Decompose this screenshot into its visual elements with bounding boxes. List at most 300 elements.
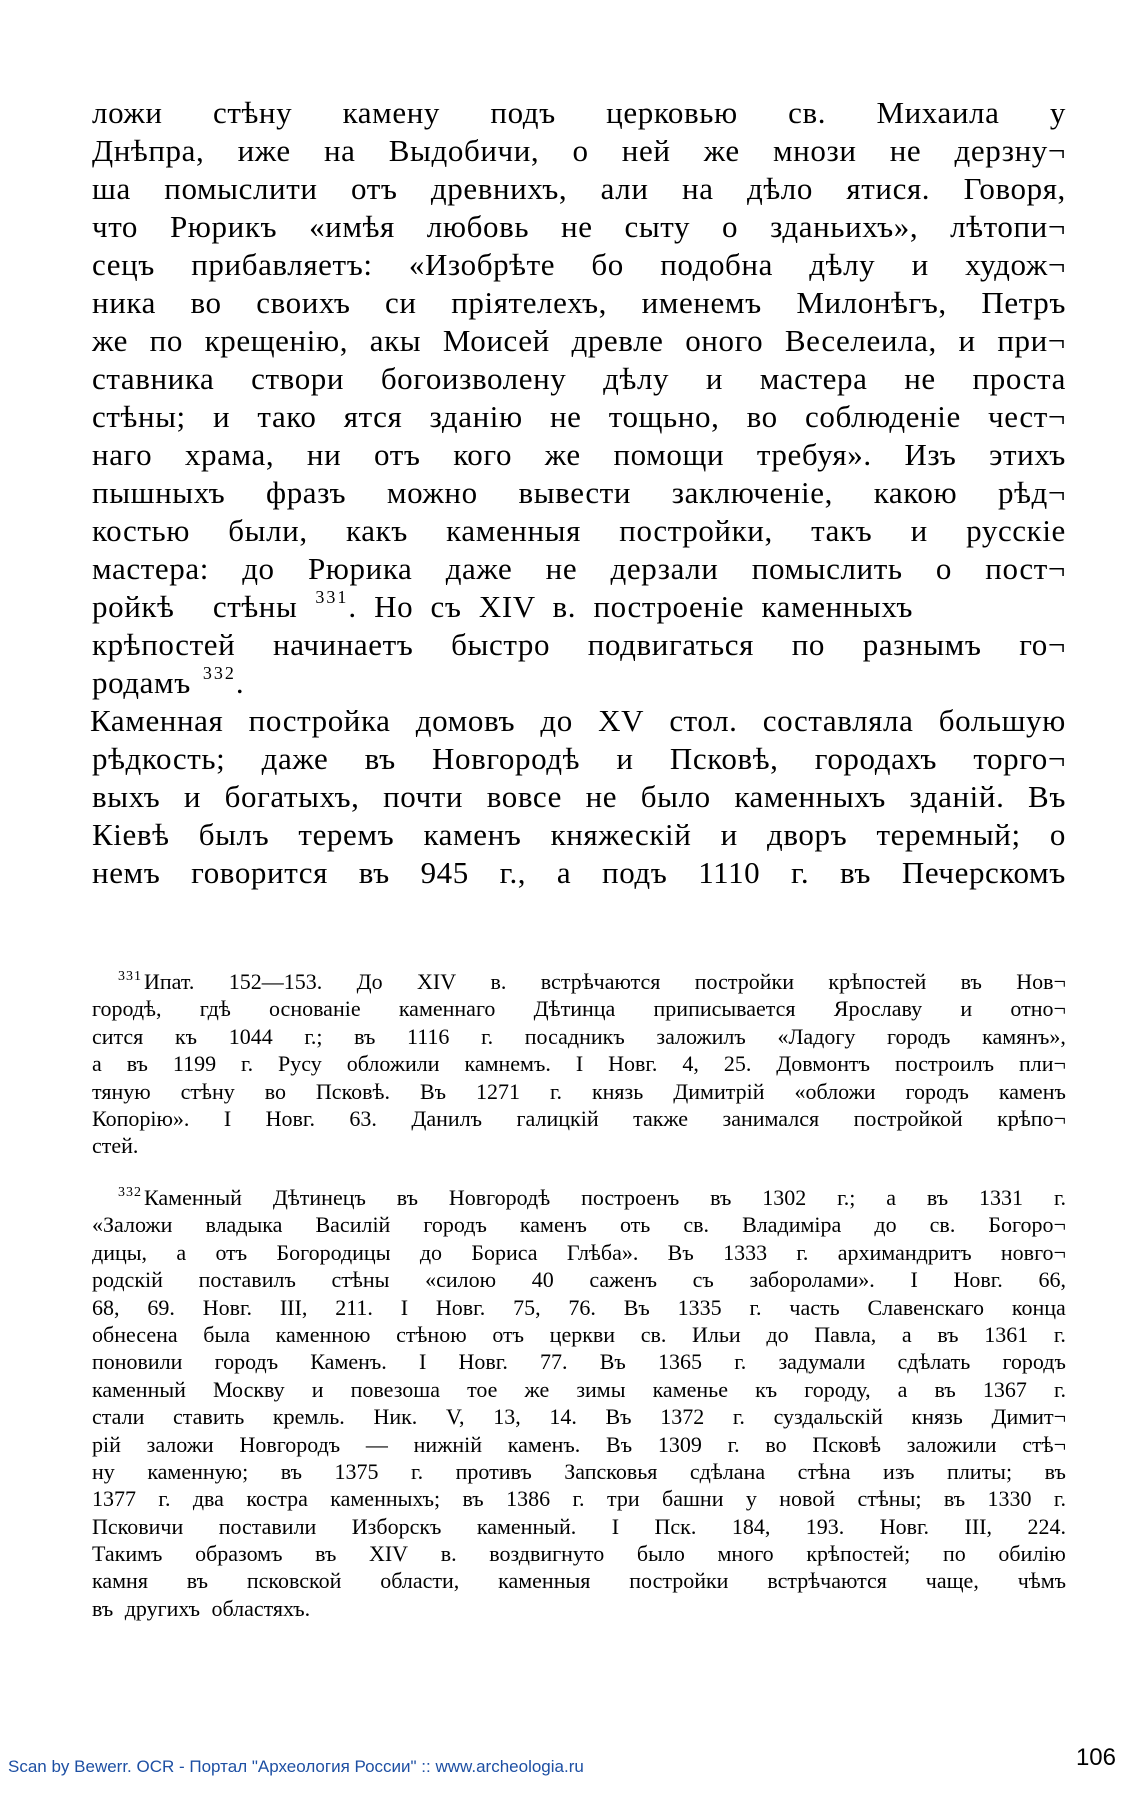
word: г. (791, 855, 810, 890)
word: Рюрика (307, 551, 413, 586)
text-line (92, 436, 1066, 474)
word: оного (685, 323, 764, 358)
word: крещенію, (204, 323, 349, 358)
word: храма, (184, 437, 275, 472)
word: этихъ (989, 437, 1066, 472)
word: любовь (426, 209, 530, 244)
footnote-text (144, 968, 1066, 995)
text-line (92, 284, 1066, 322)
word: въ (462, 1486, 484, 1512)
word: 1309 (657, 1431, 702, 1457)
word: къ (755, 1376, 778, 1402)
word: г.; (304, 1023, 323, 1049)
word: владыка (205, 1212, 283, 1238)
word: ней (621, 133, 671, 168)
word: 211. (335, 1294, 373, 1320)
word: крѣпо¬ (997, 1105, 1066, 1131)
footnote-line (92, 1132, 1066, 1159)
word: в. (490, 969, 507, 994)
word: городъ (214, 1349, 279, 1375)
word: 224. (1027, 1513, 1066, 1539)
footnote-line (92, 1184, 1066, 1211)
word: сится (92, 1023, 144, 1049)
word: до (419, 1239, 443, 1265)
word: Псковѣ (812, 1431, 881, 1457)
word: древнихъ, (430, 171, 568, 206)
word: 40 (531, 1267, 554, 1293)
word: Петръ (981, 285, 1066, 320)
text-fragment: . Но съ XIV в. построеніе каменныхъ (348, 589, 913, 624)
word: чест¬ (988, 399, 1066, 434)
footnote-text (144, 1184, 1066, 1211)
word: можно (386, 475, 478, 510)
word: стали (92, 1404, 145, 1430)
word: же (544, 437, 581, 472)
word: I (910, 1267, 918, 1293)
word: г. (734, 1349, 747, 1375)
word: въ (364, 741, 396, 776)
word: башни (662, 1486, 724, 1512)
word: на (682, 171, 714, 206)
word: быстро (451, 627, 551, 662)
word: Выдобичи, (388, 133, 540, 168)
word: заборолами». (749, 1267, 875, 1293)
word: Богородицы (276, 1239, 391, 1265)
word: дерзну¬ (954, 133, 1066, 168)
word: о (935, 551, 952, 586)
word: городъ (887, 1023, 951, 1049)
word: Новг. (953, 1267, 1003, 1293)
word: зданій. (909, 779, 1005, 814)
word: и (910, 513, 928, 548)
word: дворъ (767, 817, 848, 852)
text-line (92, 474, 1066, 512)
word: разнымъ (862, 627, 982, 662)
word: вовсе (486, 779, 562, 814)
word: фразъ (266, 475, 347, 510)
word: чѣмъ (1017, 1568, 1066, 1594)
word: 25. (723, 1051, 752, 1077)
word: Ипат. (144, 969, 195, 994)
word: Каменная (90, 703, 224, 738)
word: «Ладогу (777, 1023, 856, 1049)
scan-credit-link[interactable]: Scan by Bewerr. OCR - Портал "Археология России" :: www.archeologia.ru (8, 1757, 584, 1776)
word: крѣпостей (828, 969, 927, 994)
word: часть (789, 1294, 840, 1320)
word: I (223, 1105, 232, 1131)
word: г. (241, 1051, 254, 1077)
word: III, (279, 1294, 308, 1320)
word: Михаила (876, 95, 1000, 130)
word: стол. (669, 703, 738, 738)
word: Глѣба». (566, 1239, 639, 1265)
word: прибавляетъ: (191, 247, 373, 282)
word: какою (873, 475, 958, 510)
word: кого (453, 437, 513, 472)
word: г. (1053, 1321, 1066, 1347)
word: въ (126, 1051, 148, 1077)
word: постройкой (853, 1105, 963, 1131)
word: Милонѣгъ, (796, 285, 947, 320)
word: постройки (694, 969, 794, 994)
word: большую (938, 703, 1066, 738)
word: галицкій (516, 1105, 599, 1131)
word: подъ (602, 855, 668, 890)
word: городъ (423, 1212, 487, 1238)
word: основаніе (269, 996, 361, 1022)
word: въ (926, 1185, 949, 1210)
word: кремль. (272, 1404, 345, 1430)
word: Дѣтинецъ (272, 1185, 366, 1210)
word: Новг. (879, 1513, 930, 1539)
word: задумали (778, 1349, 866, 1375)
word: говорится (191, 855, 328, 890)
word: Ник. (373, 1404, 418, 1430)
word: плиты; (947, 1458, 1013, 1484)
word: городѣ, (92, 996, 162, 1022)
word: створи (251, 361, 345, 396)
word: каменнаго (398, 996, 496, 1022)
word: Въ (599, 1349, 626, 1375)
word: каменныя (446, 513, 581, 548)
word: г. (411, 1458, 424, 1484)
word: Новг. (608, 1051, 658, 1077)
word: такъ (811, 513, 873, 548)
word: Кіевѣ (92, 817, 170, 852)
word: худож¬ (965, 247, 1066, 282)
word: въ (396, 1185, 418, 1210)
word: «имѣя (309, 209, 395, 244)
word: 1386 (506, 1486, 551, 1512)
word: на (323, 133, 356, 168)
word: ставить (173, 1404, 245, 1430)
word: и (616, 741, 634, 776)
word: тощьно, (608, 399, 720, 434)
word: дѣло (746, 171, 813, 206)
footnote-line (92, 1376, 1066, 1403)
word: съ (692, 1267, 714, 1293)
word: Псковичи (92, 1513, 184, 1539)
word: Димит¬ (991, 1404, 1066, 1430)
word: XIV (417, 969, 457, 994)
word: и (960, 996, 973, 1022)
word: стѣ¬ (1022, 1431, 1066, 1457)
word: V, (445, 1404, 465, 1430)
footnote-ref-332[interactable]: 332 (202, 663, 236, 683)
word: три (606, 1486, 640, 1512)
word: си (385, 285, 417, 320)
text-line (92, 740, 1066, 778)
word: зданьихъ», (770, 209, 919, 244)
word: во (190, 285, 222, 320)
word: г. (1053, 1376, 1066, 1402)
word: каменною (275, 1321, 371, 1347)
word: отно¬ (1010, 996, 1066, 1022)
word: III, (964, 1513, 992, 1539)
word: Копорію». (92, 1105, 190, 1131)
word: посадникъ (524, 1023, 625, 1049)
word: крѣпостей; (806, 1541, 911, 1567)
word: Изборскъ (351, 1513, 442, 1539)
footnote-line (92, 1348, 1066, 1375)
word: I (400, 1294, 409, 1320)
word: Новгородѣ (448, 1185, 551, 1210)
footnote-line (92, 1078, 1066, 1105)
word: церкви (549, 1321, 616, 1347)
word: подобна (660, 247, 773, 282)
word: Запсковья (564, 1458, 658, 1484)
word: г. (481, 1023, 494, 1049)
text-line (90, 702, 1066, 740)
word: 1365 (658, 1349, 703, 1375)
word: Нов¬ (1016, 969, 1066, 994)
word: у (1049, 95, 1066, 130)
word: каменныхъ (734, 779, 886, 814)
word: же (703, 133, 740, 168)
word: Псковѣ, (669, 741, 779, 776)
word: своихъ (256, 285, 351, 320)
word: древле (571, 323, 664, 358)
word: не (549, 399, 582, 434)
word: и (213, 399, 231, 434)
word: вывести (518, 475, 632, 510)
word: суздальскій (773, 1404, 883, 1430)
word: каменъ (423, 817, 522, 852)
word: Ильи (692, 1321, 741, 1347)
main-text (92, 94, 1066, 892)
word: св. (683, 1212, 710, 1238)
word: городахъ (814, 741, 938, 776)
word: помыслить (751, 551, 903, 586)
word: Въ (1028, 779, 1066, 814)
word: Въ (606, 1431, 633, 1457)
word: каменъ. (507, 1431, 581, 1457)
word: св. (788, 95, 827, 130)
word: заложили (906, 1431, 997, 1457)
word: ятся (343, 399, 403, 434)
word: I (418, 1349, 427, 1375)
word: стѣны; (857, 1486, 922, 1512)
word: теремный; (876, 817, 1021, 852)
word: камня (92, 1568, 148, 1594)
word: 4, (682, 1051, 699, 1077)
word: городъ (905, 1078, 969, 1104)
word: въ (710, 1185, 732, 1210)
word: XV (598, 703, 645, 738)
footnote-ref-331[interactable]: 331 (315, 587, 349, 607)
word: постройки (629, 1568, 729, 1594)
word: 945 (420, 855, 469, 890)
word: во (765, 1431, 787, 1457)
word: тако (257, 399, 317, 434)
word: построенъ (581, 1185, 680, 1210)
word: была (203, 1321, 250, 1347)
word: князь (591, 1078, 644, 1104)
word: воздвигнуто (489, 1541, 605, 1567)
word: зданію (429, 399, 523, 434)
word: не (904, 361, 936, 396)
word: также (633, 1105, 689, 1131)
word: отъ (492, 1321, 525, 1347)
text-line-with-footnote-331 (92, 588, 1066, 626)
word: г.; (837, 1185, 856, 1210)
word: камянъ», (982, 1023, 1066, 1049)
word: при¬ (997, 323, 1066, 358)
word: го¬ (1019, 627, 1066, 662)
word: конца (1011, 1294, 1066, 1320)
text-line (92, 170, 1066, 208)
word: Каменный (144, 1185, 242, 1210)
footnote-line (92, 1050, 1066, 1077)
word: бо (591, 247, 624, 282)
word: 193. (805, 1513, 845, 1539)
word: Въ (605, 1404, 632, 1430)
word: св. (929, 1212, 956, 1238)
word: а (886, 1185, 896, 1210)
word: 1333 (723, 1239, 768, 1265)
word: противъ (455, 1458, 532, 1484)
word: по (791, 627, 825, 662)
word: псковской (246, 1568, 342, 1594)
word: г. (1053, 1486, 1066, 1512)
text-fragment: ройкѣ стѣны (92, 589, 298, 624)
word: не (889, 133, 922, 168)
word: повезоша (350, 1376, 440, 1402)
word: встрѣчаются (540, 969, 661, 994)
word: Новгородъ (239, 1431, 341, 1457)
word: рѣд¬ (997, 475, 1066, 510)
word: до (540, 703, 573, 738)
word: постройка (248, 703, 391, 738)
word: каменъ (519, 1212, 587, 1238)
word: мастера: (92, 551, 209, 586)
footnote-marker-332: 332 (118, 1185, 142, 1200)
word: 66, (1038, 1267, 1066, 1293)
word: лѣтопи¬ (950, 209, 1066, 244)
word: 1302 (762, 1185, 807, 1210)
footnote-line (92, 1239, 1066, 1266)
word: Новгородѣ (432, 741, 581, 776)
word: 75, (513, 1294, 541, 1320)
footnote-line (92, 1567, 1066, 1594)
word: какъ (346, 513, 408, 548)
footnote-line (92, 968, 1066, 995)
word: ша (92, 171, 131, 206)
word: поставили (218, 1513, 317, 1539)
word: костра (246, 1486, 308, 1512)
word: 1199 (172, 1051, 217, 1077)
word: а (556, 855, 572, 890)
word: Новг. (435, 1294, 486, 1320)
word: дицы, (92, 1239, 148, 1265)
word: ни (306, 437, 342, 472)
word: 1375 (334, 1458, 379, 1484)
word: князь (911, 1404, 963, 1430)
word: г. (727, 1431, 740, 1457)
word: г. (549, 1078, 562, 1104)
word: 1361 (984, 1321, 1029, 1347)
word: саженъ (589, 1267, 657, 1293)
word: каменный. (476, 1513, 577, 1539)
word: даже (445, 551, 513, 586)
footnote-line (92, 1266, 1066, 1293)
word: пышныхъ (92, 475, 226, 510)
word: стѣна (797, 1458, 851, 1484)
word: 68, (92, 1294, 120, 1320)
word: Въ (419, 1078, 447, 1104)
word: же (524, 1376, 550, 1402)
word: Москву (213, 1376, 285, 1402)
word: «Изобрѣте (408, 247, 556, 282)
word: до (874, 1212, 897, 1238)
word: во (746, 399, 778, 434)
word: проста (972, 361, 1066, 396)
page-number: 106 (1075, 1744, 1116, 1771)
word: въ (1044, 1458, 1066, 1484)
word: почти (383, 779, 464, 814)
word: стѣною (396, 1321, 467, 1347)
word: городъ (1002, 1349, 1066, 1375)
word: что (92, 209, 139, 244)
word: мастера (759, 361, 868, 396)
word: встрѣчаются (767, 1568, 887, 1594)
word: крѣпостей (92, 627, 236, 662)
word: сецъ (92, 247, 155, 282)
word: каменъ (998, 1078, 1066, 1104)
word: 63. (349, 1105, 377, 1131)
word: о (572, 133, 589, 168)
word: Моисей (442, 323, 550, 358)
word: Веселеила, (784, 323, 937, 358)
word: а (901, 1321, 912, 1347)
word: оть (619, 1212, 651, 1238)
word: въ (186, 1568, 209, 1594)
word: въ (358, 855, 390, 890)
word: въ (960, 969, 982, 994)
word: 76. (568, 1294, 596, 1320)
word: новго¬ (1000, 1239, 1066, 1265)
word: было (640, 779, 711, 814)
text-line (92, 854, 1066, 892)
word: не (585, 779, 618, 814)
word: рѣдкость; (92, 741, 226, 776)
word: о (722, 209, 739, 244)
word: сыту (624, 209, 691, 244)
word: изъ (883, 1458, 915, 1484)
text-line (92, 626, 1066, 664)
word: архимандритъ (837, 1239, 972, 1265)
word: въ (937, 1321, 959, 1347)
word: отъ (215, 1239, 248, 1265)
footnote-line (92, 1321, 1066, 1348)
word: 1110 (698, 855, 761, 890)
word: рій (92, 1431, 121, 1457)
word: пли¬ (1019, 1051, 1066, 1077)
word: отъ (374, 437, 421, 472)
word: Русу (278, 1051, 322, 1077)
word: построилъ (894, 1051, 995, 1077)
text-line (92, 94, 1066, 132)
footnote-line (92, 1431, 1066, 1458)
word: дѣлу (603, 361, 670, 396)
word: 14. (549, 1404, 577, 1430)
word: образомъ (195, 1541, 283, 1567)
word: у (745, 1486, 757, 1512)
word: Владиміра (742, 1212, 842, 1238)
word: поновили (92, 1349, 183, 1375)
text-line-with-footnote-332 (92, 664, 1066, 702)
word: Богоро¬ (988, 1212, 1066, 1238)
